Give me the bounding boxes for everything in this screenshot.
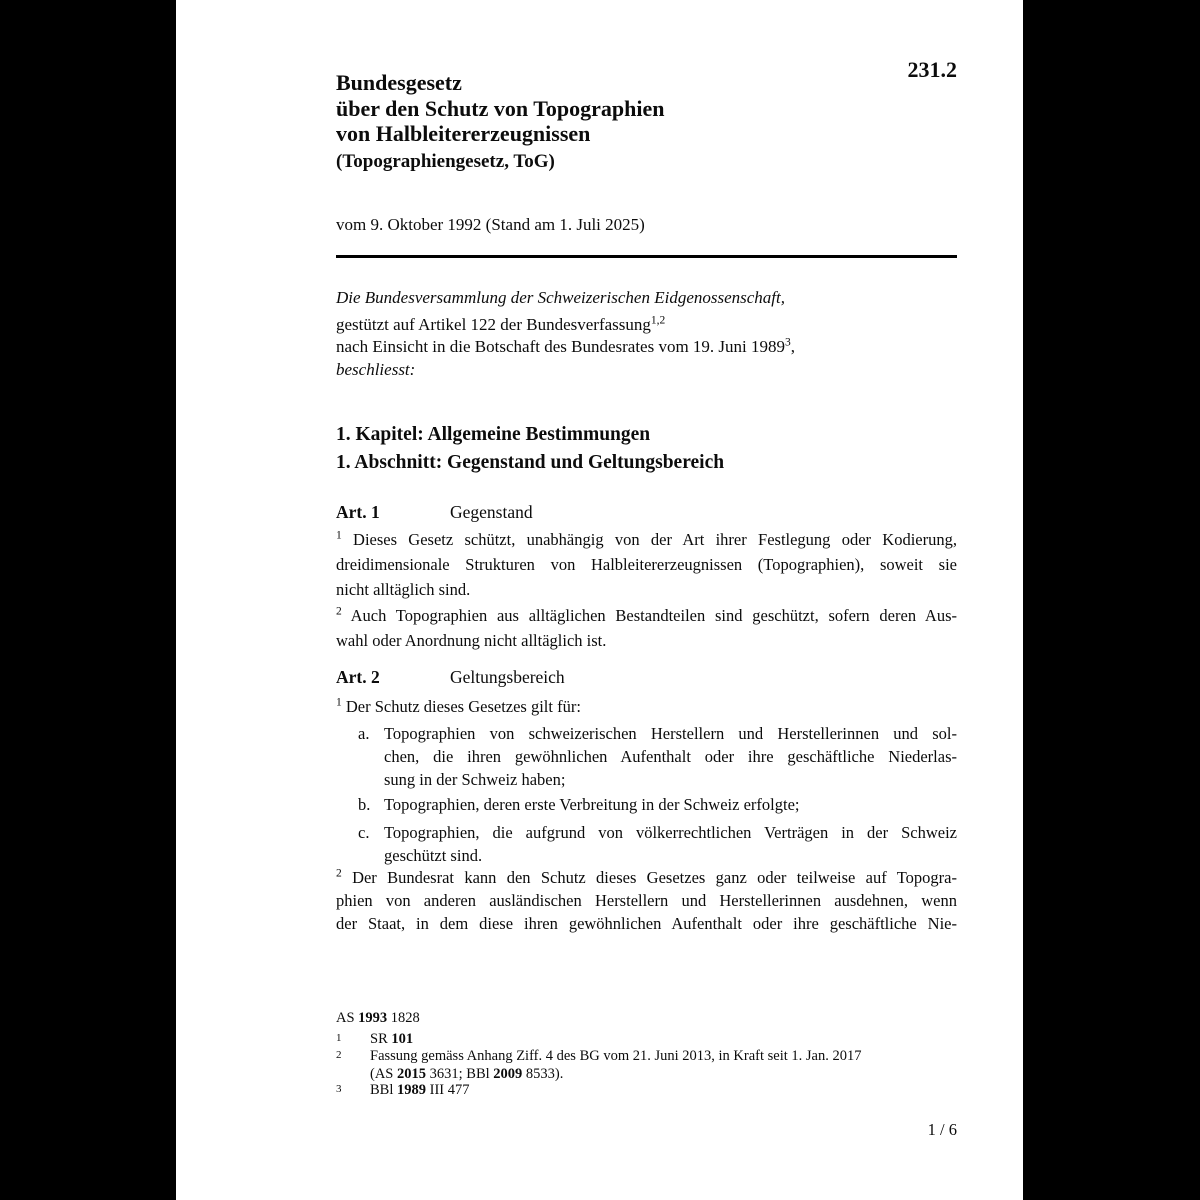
footnote-ref-1-2: 1,2 [650, 314, 666, 327]
paragraph-line: Topographien, deren erste Verbreitung in der Schweiz erfolgte; [384, 795, 800, 814]
paragraph-line: phien von anderen ausländischen Herstellern und Herstellerinnen ausdehnen, wenn [336, 891, 957, 910]
footnote-marker: 1 [336, 1032, 342, 1044]
preamble-legal-basis [336, 315, 957, 335]
footnote-text [370, 1048, 957, 1083]
footnote-text: SR 101 [370, 1031, 414, 1047]
preamble-basis-text: gestützt auf Artikel 122 der Bundesverfassung [336, 315, 651, 334]
footnote-as-reference [336, 1010, 957, 1027]
paragraph-line: Topographien von schweizerischen Herstellern und Herstellerinnen und sol- [384, 724, 957, 743]
document-page [176, 0, 1023, 1200]
paragraph-marker: 1 [336, 696, 342, 709]
title-line-2: über den Schutz von Topographien [336, 95, 665, 121]
list-item-text [384, 793, 957, 816]
list-item-b [358, 793, 957, 816]
date-line: vom 9. Oktober 1992 (Stand am 1. Juli 2025) [336, 215, 645, 234]
article-1-number: Art. 1 [336, 502, 380, 522]
paragraph-line: sung in der Schweiz haben; [384, 770, 566, 789]
footnote-text: 1828 [387, 1010, 420, 1026]
preamble-message-tail: , [790, 337, 796, 356]
list-item-letter: b. [358, 795, 371, 814]
footnote-text: BBl 1989 III 477 [370, 1082, 470, 1098]
paragraph-line [336, 694, 957, 719]
paragraph-line: chen, die ihren gewöhnlichen Aufenthalt oder ihre geschäftliche Niederlas- [384, 747, 957, 766]
paragraph-marker: 1 [336, 529, 342, 542]
article-1-heading [336, 502, 957, 523]
footnote-2 [336, 1048, 957, 1083]
paragraph-line [336, 866, 957, 889]
footnote-text: AS [336, 1010, 359, 1026]
paragraph-text: Auch Topographien aus alltäglichen Bestandteilen sind geschützt, sofern deren Aus- [350, 606, 957, 625]
chapter-heading: 1. Kapitel: Allgemeine Bestimmungen [336, 424, 651, 445]
article-2-paragraph-1 [336, 694, 957, 719]
footnote-bold-year: 2009 [493, 1065, 523, 1082]
footnote-line: Fassung gemäss Anhang Ziff. 4 des BG vom 21. Juni 2013, in Kraft seit 1. Jan. 2017 [370, 1048, 862, 1064]
document-subtitle: (Topographiengesetz, ToG) [336, 151, 555, 172]
paragraph-line [336, 527, 957, 552]
footnote-line: (AS 2015 3631; BBl 2009 8533). [370, 1065, 564, 1082]
footnote-bold-year: 1993 [358, 1010, 388, 1026]
paragraph-line: nicht alltäglich sind. [336, 580, 471, 599]
paragraph-line [336, 603, 957, 628]
footnote-marker: 3 [336, 1083, 342, 1095]
article-2-heading [336, 667, 957, 688]
footnote-bold-year: 2015 [397, 1065, 426, 1082]
title-line-3: von Halbleitererzeugnissen [336, 121, 591, 146]
title-line-1: Bundesgesetz [336, 70, 462, 95]
article-2-number: Art. 2 [336, 667, 380, 687]
paragraph-marker: 2 [336, 605, 342, 618]
paragraph-line: der Staat, in dem diese ihren gewöhnlichen Aufenthalt oder ihre geschäftliche Nie- [336, 914, 957, 933]
paragraph-line: geschützt sind. [384, 846, 483, 865]
paragraph-line: Topographien, die aufgrund von völkerrechtlichen Verträgen in der Schweiz [384, 823, 957, 842]
paragraph-text: Der Bundesrat kann den Schutz dieses Gesetzes ganz oder teilweise auf Topogra- [352, 868, 957, 887]
list-item-letter: c. [358, 823, 370, 842]
article-1-title: Gegenstand [450, 502, 533, 522]
page-indicator: 1 / 6 [927, 1120, 957, 1139]
article-2-paragraph-2 [336, 866, 957, 935]
list-item-c [358, 821, 957, 867]
article-1-paragraph-1 [336, 527, 957, 602]
article-1-paragraph-2 [336, 603, 957, 653]
paragraph-text: Der Schutz dieses Gesetzes gilt für: [345, 697, 581, 716]
footnote-bold-year: 1989 [397, 1082, 426, 1098]
footnote-marker: 2 [336, 1049, 342, 1061]
footnote-bold-year: 101 [391, 1031, 414, 1047]
list-item-letter: a. [358, 724, 370, 743]
paragraph-line: dreidimensionale Strukturen von Halbleitererzeugnissen (Topographien), soweit sie [336, 555, 957, 574]
paragraph-line: wahl oder Anordnung nicht alltäglich ist. [336, 631, 607, 650]
list-item-a [358, 722, 957, 791]
preamble-enacting-body: Die Bundesversammlung der Schweizerischen Eidgenossenschaft, [336, 288, 785, 307]
article-2-title: Geltungsbereich [450, 667, 565, 687]
footnote-3 [336, 1082, 957, 1100]
section-heading: 1. Abschnitt: Gegenstand und Geltungsbereich [336, 452, 725, 473]
footnote-1 [336, 1031, 957, 1049]
preamble-message-text: nach Einsicht in die Botschaft des Bundesrates vom 19. Juni 1989 [336, 337, 786, 356]
paragraph-marker: 2 [336, 867, 342, 880]
document-title [336, 70, 957, 147]
preamble-decree: beschliesst: [336, 360, 416, 379]
paragraph-text: Dieses Gesetz schützt, unabhängig von der Art ihrer Festlegung oder Kodierung, [353, 530, 957, 549]
list-item-text [384, 722, 957, 791]
horizontal-rule [336, 255, 957, 258]
sr-number: 231.2 [907, 57, 957, 82]
footnote-ref-3: 3 [785, 336, 791, 349]
preamble-message [336, 337, 957, 357]
list-item-text [384, 821, 957, 867]
